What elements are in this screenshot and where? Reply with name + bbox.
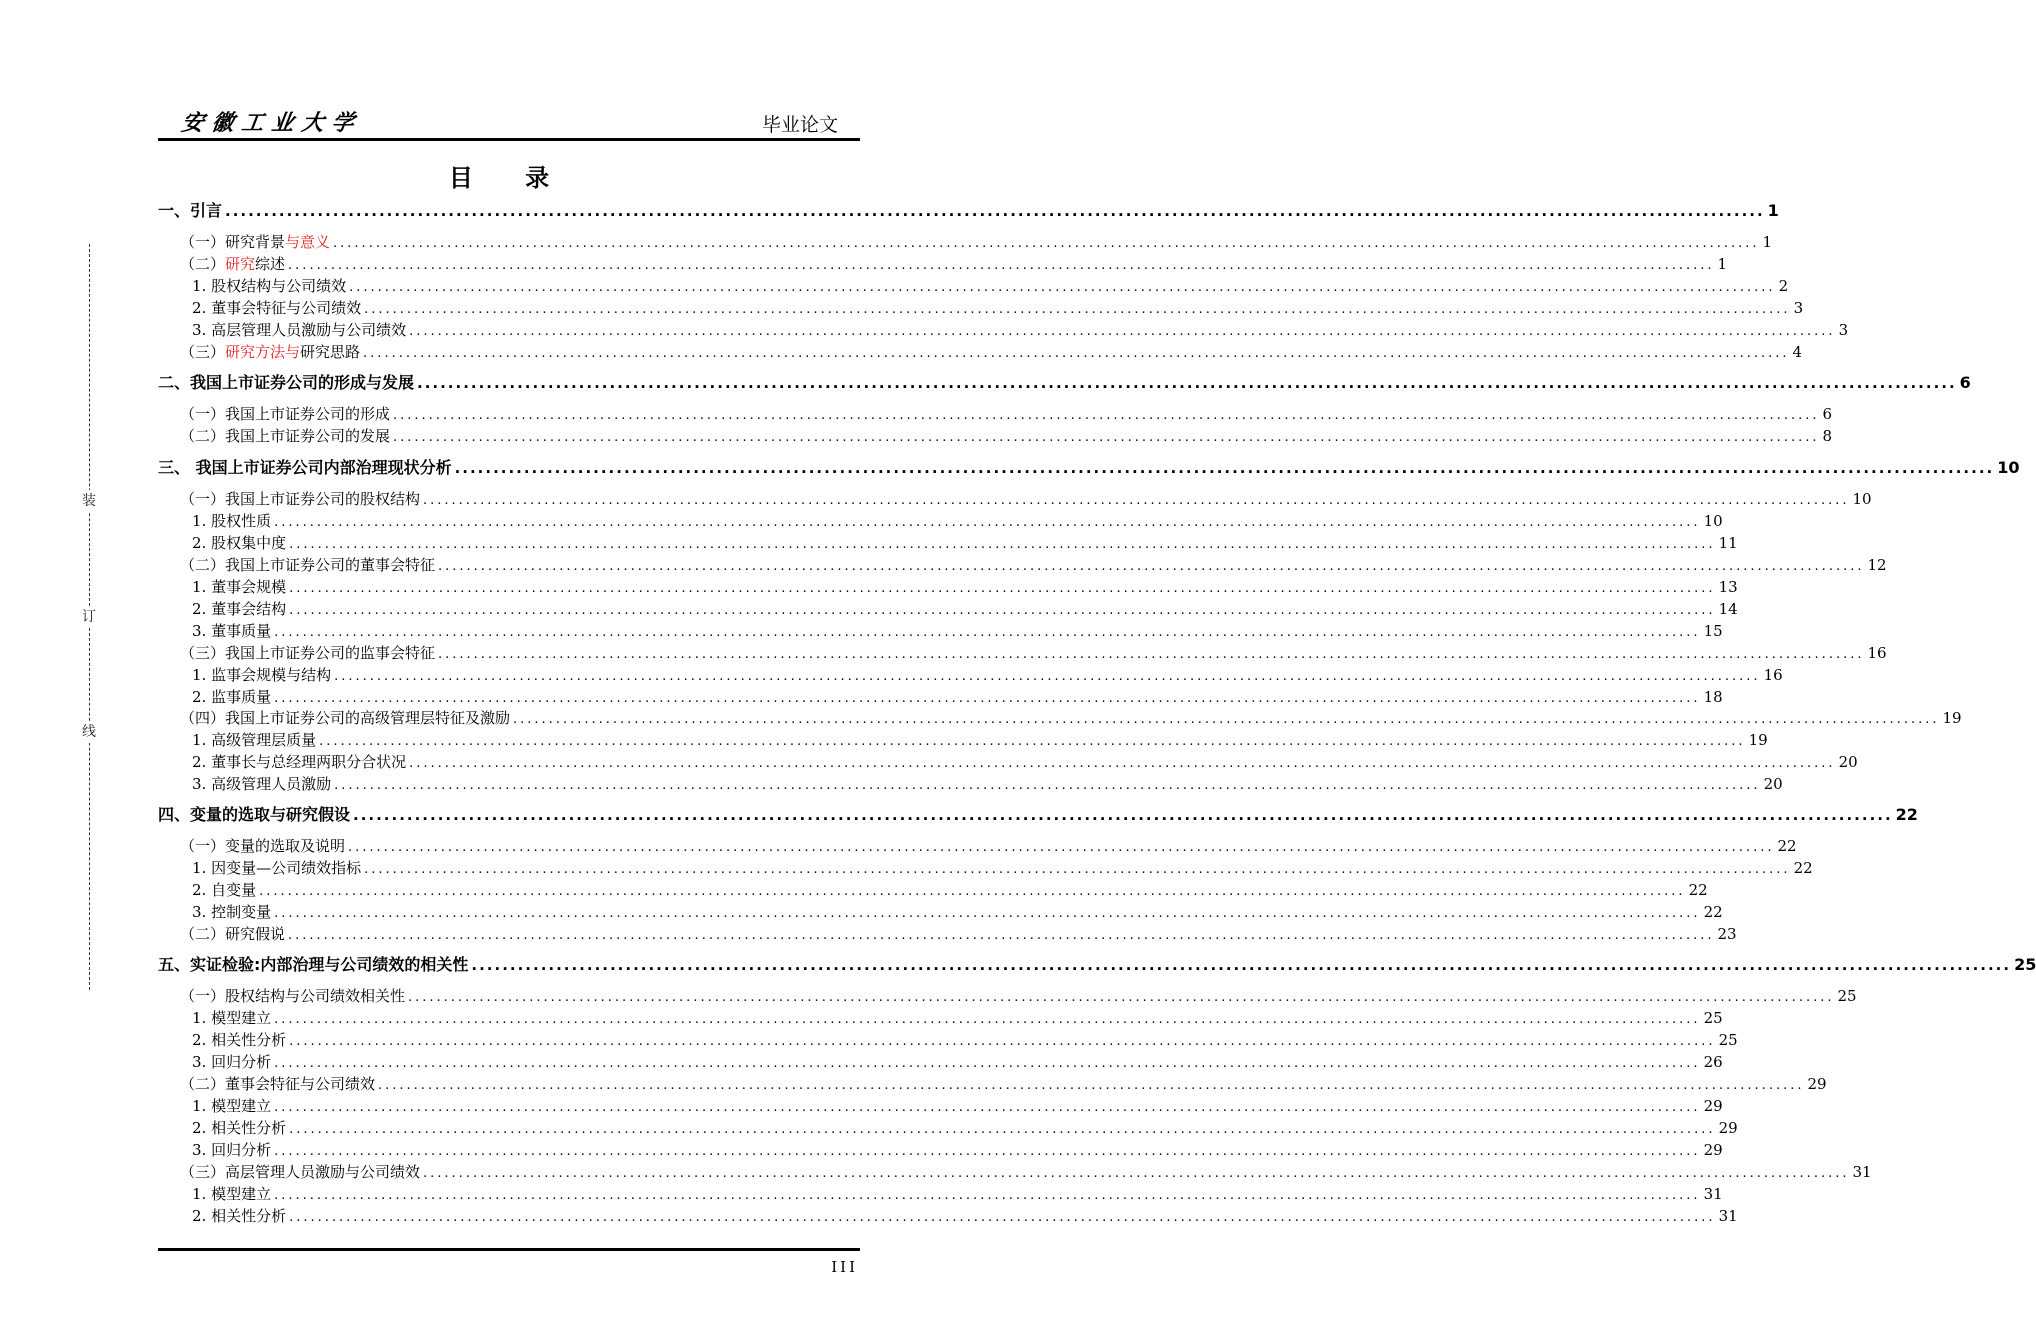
toc-dot-leader: ........................................................................................................................................................................................................: [289, 1210, 1716, 1225]
toc-dot-leader: ........................................................................................................................................................................................................: [289, 1122, 1716, 1137]
toc-dot-leader: ........................................................................................................................................................................................................: [225, 202, 1765, 220]
toc-dot-leader: ........................................................................................................................................................................................................: [274, 1188, 1701, 1203]
toc-page-number: 22: [1793, 859, 1813, 877]
toc-entry-16[interactable]: [158, 576, 1738, 598]
binding-char-zhuang: 装: [79, 490, 99, 512]
toc-entry-title: [158, 275, 346, 297]
toc-title-segment: （三）: [180, 343, 226, 361]
toc-entry-title: [158, 576, 286, 598]
toc-entry-title: [158, 1051, 271, 1073]
toc-page-number: 8: [1822, 427, 1833, 445]
toc-dot-leader: ........................................................................................................................................................................................................: [423, 493, 1850, 508]
toc-page-number: 25: [1718, 1031, 1738, 1049]
toc-title-segment: 3. 回归分析: [192, 1141, 272, 1159]
toc-dot-leader: ........................................................................................................................................................................................................: [438, 559, 1865, 574]
toc-dot-leader: ........................................................................................................................................................................................................: [513, 712, 1940, 727]
toc-dot-leader: ........................................................................................................................................................................................................: [417, 374, 1957, 392]
toc-entry-title: [158, 297, 361, 319]
toc-entry-9[interactable]: [158, 403, 1833, 425]
toc-entry-12[interactable]: [158, 488, 1872, 510]
toc-page-number: 6: [1822, 405, 1833, 423]
toc-page-number: 29: [1703, 1097, 1723, 1115]
toc-entry-title: [158, 598, 286, 620]
header-rule: [158, 138, 860, 141]
toc-entry-32[interactable]: [158, 954, 2036, 976]
toc-entry-35[interactable]: [158, 1029, 1738, 1051]
toc-page-number: 22: [1777, 837, 1797, 855]
toc-entry-title: [158, 403, 390, 425]
toc-entry-title: [158, 510, 271, 532]
toc-dot-leader: ........................................................................................................................................................................................................: [274, 1144, 1701, 1159]
toc-dot-leader: ........................................................................................................................................................................................................: [409, 756, 1836, 771]
toc-title-segment: （一）变量的选取及说明: [180, 837, 346, 855]
toc-entry-22[interactable]: [158, 707, 1962, 729]
toc-entry-1[interactable]: [158, 200, 1779, 222]
toc-title-segment-highlighted: 研究: [225, 255, 256, 273]
toc-entry-29[interactable]: [158, 879, 1708, 901]
toc-entry-40[interactable]: [158, 1139, 1723, 1161]
toc-dot-leader: ........................................................................................................................................................................................................: [353, 806, 1893, 824]
toc-entry-42[interactable]: [158, 1183, 1723, 1205]
toc-title-segment: （一）研究背景: [180, 233, 286, 251]
toc-title-segment: 1. 因变量—公司绩效指标: [192, 859, 362, 877]
toc-page-number: 16: [1763, 666, 1783, 684]
toc-dot-leader: ........................................................................................................................................................................................................: [393, 430, 1820, 445]
toc-page-number: 20: [1763, 775, 1783, 793]
toc-entry-37[interactable]: [158, 1073, 1827, 1095]
binding-char-ding: 订: [79, 606, 99, 628]
toc-entry-title: [158, 319, 406, 341]
toc-title-segment: 三、 我国上市证券公司内部治理现状分析: [158, 458, 452, 477]
toc-entry-17[interactable]: [158, 598, 1738, 620]
toc-entry-25[interactable]: [158, 773, 1783, 795]
toc-title-segment: 2. 董事长与总经理两职分合状况: [192, 753, 407, 771]
school-name-logo: 安徽工业大学: [179, 110, 364, 136]
toc-entry-title: [158, 200, 222, 222]
toc-page-number: 29: [1807, 1075, 1827, 1093]
toc-title-segment: 2. 相关性分析: [192, 1207, 287, 1225]
toc-title-segment: 3. 控制变量: [192, 903, 272, 921]
toc-dot-leader: ........................................................................................................................................................................................................: [319, 734, 1746, 749]
toc-title-segment: 1. 高级管理层质量: [192, 731, 317, 749]
toc-page-number: 2: [1778, 277, 1789, 295]
toc-entry-20[interactable]: [158, 664, 1783, 686]
toc-entry-21[interactable]: [158, 686, 1723, 708]
toc-entry-13[interactable]: [158, 510, 1723, 532]
toc-title-segment: 一、引言: [158, 201, 223, 220]
toc-title-segment: （二）我国上市证券公司的董事会特征: [180, 556, 436, 574]
toc-entry-33[interactable]: [158, 985, 1857, 1007]
toc-entry-2[interactable]: [158, 231, 1773, 253]
toc-entry-19[interactable]: [158, 642, 1887, 664]
toc-dot-leader: ........................................................................................................................................................................................................: [408, 990, 1835, 1005]
toc-entry-41[interactable]: [158, 1161, 1872, 1183]
toc-dot-leader: ........................................................................................................................................................................................................: [289, 581, 1716, 596]
toc-entry-title: [158, 835, 345, 857]
toc-entry-title: [158, 1007, 271, 1029]
toc-dot-leader: ........................................................................................................................................................................................................: [334, 669, 1761, 684]
toc-entry-24[interactable]: [158, 751, 1858, 773]
toc-title-segment: 1. 模型建立: [192, 1009, 272, 1027]
toc-page-number: 10: [1703, 512, 1723, 530]
toc-entry-title: [158, 729, 316, 751]
toc-entry-title: [158, 372, 414, 394]
toc-title-segment: （四）我国上市证券公司的高级管理层特征及激励: [180, 709, 511, 727]
toc-title-segment: 3. 回归分析: [192, 1053, 272, 1071]
toc-entry-title: [158, 954, 468, 976]
toc-entry-38[interactable]: [158, 1095, 1723, 1117]
toc-entry-title: [158, 231, 330, 253]
toc-page-number: 12: [1867, 556, 1887, 574]
toc-entry-30[interactable]: [158, 901, 1723, 923]
toc-page-number: 4: [1792, 343, 1803, 361]
toc-dot-leader: ........................................................................................................................................................................................................: [393, 408, 1820, 423]
toc-entry-10[interactable]: [158, 425, 1833, 447]
toc-entry-39[interactable]: [158, 1117, 1738, 1139]
document-type-label: 毕业论文: [761, 114, 838, 136]
toc-page-number: 1: [1717, 255, 1728, 273]
toc-title-segment: 五、实证检验:内部治理与公司绩效的相关性: [158, 955, 469, 974]
toc-dot-leader: ........................................................................................................................................................................................................: [348, 840, 1775, 855]
toc-title-segment: 3. 高级管理人员激励: [192, 775, 332, 793]
toc-page-number: 14: [1718, 600, 1738, 618]
footer-rule: [158, 1248, 860, 1251]
toc-title-segment: 2. 相关性分析: [192, 1031, 287, 1049]
toc-entry-7[interactable]: [158, 341, 1803, 363]
toc-entry-34[interactable]: [158, 1007, 1723, 1029]
toc-entry-title: [158, 1029, 286, 1051]
toc-entry-title: [158, 1095, 271, 1117]
toc-entry-title: [158, 488, 420, 510]
toc-page-number: 22: [1688, 881, 1708, 899]
toc-entry-title: [158, 751, 406, 773]
toc-page-number: 11: [1718, 534, 1738, 552]
toc-page-number: 13: [1718, 578, 1738, 596]
toc-entry-5[interactable]: [158, 297, 1804, 319]
toc-dot-leader: ........................................................................................................................................................................................................: [274, 1100, 1701, 1115]
toc-page-number: 25: [1703, 1009, 1723, 1027]
toc-title-segment: （二）: [180, 255, 226, 273]
toc-page-number: 1: [1762, 233, 1773, 251]
toc-entry-title: [158, 620, 271, 642]
toc-entry-14[interactable]: [158, 532, 1738, 554]
toc-title-segment: （一）我国上市证券公司的股权结构: [180, 490, 421, 508]
toc-dot-leader: ........................................................................................................................................................................................................: [334, 778, 1761, 793]
toc-page-number: 20: [1838, 753, 1858, 771]
toc-page-number: 22: [1703, 903, 1723, 921]
toc-entry-title: [158, 707, 510, 729]
toc-dot-leader: ........................................................................................................................................................................................................: [274, 515, 1701, 530]
toc-page-number: 15: [1703, 622, 1723, 640]
toc-dot-leader: ........................................................................................................................................................................................................: [438, 647, 1865, 662]
toc-page-number: 16: [1867, 644, 1887, 662]
toc-page-number: 22: [1895, 805, 1918, 824]
toc-title: 目 录: [448, 164, 572, 192]
toc-entry-title: [158, 341, 360, 363]
toc-entry-3[interactable]: [158, 253, 1728, 275]
toc-page-number: 25: [1837, 987, 1857, 1005]
toc-entry-title: [158, 1139, 271, 1161]
toc-entry-title: [158, 425, 390, 447]
toc-title-segment: 综述: [255, 255, 286, 273]
toc-dot-leader: ........................................................................................................................................................................................................: [454, 459, 1995, 477]
toc-entry-title: [158, 985, 405, 1007]
toc-entry-4[interactable]: [158, 275, 1789, 297]
toc-entry-18[interactable]: [158, 620, 1723, 642]
toc-title-segment: （三）我国上市证券公司的监事会特征: [180, 644, 436, 662]
toc-page-number: 3: [1838, 321, 1849, 339]
toc-page-number: 25: [2014, 955, 2036, 974]
toc-entry-title: [158, 1073, 375, 1095]
toc-page-number: 18: [1703, 688, 1723, 706]
binding-margin: [82, 244, 96, 990]
toc-title-segment: 1. 模型建立: [192, 1097, 272, 1115]
toc-dot-leader: ........................................................................................................................................................................................................: [274, 625, 1701, 640]
toc-dot-leader: ........................................................................................................................................................................................................: [274, 1012, 1701, 1027]
toc-dot-leader: ........................................................................................................................................................................................................: [409, 324, 1836, 339]
toc-page-number: 3: [1793, 299, 1804, 317]
toc-entry-title: [158, 1205, 286, 1227]
toc-title-segment: 2. 监事质量: [192, 688, 272, 706]
toc-entry-31[interactable]: [158, 923, 1737, 945]
toc-dot-leader: ........................................................................................................................................................................................................: [289, 603, 1716, 618]
toc-entry-title: [158, 1161, 420, 1183]
toc-entry-title: [158, 879, 256, 901]
toc-dot-leader: ........................................................................................................................................................................................................: [364, 862, 1791, 877]
toc-dot-leader: ........................................................................................................................................................................................................: [288, 928, 1715, 943]
toc-dot-leader: ........................................................................................................................................................................................................: [289, 1034, 1716, 1049]
toc-dot-leader: ........................................................................................................................................................................................................: [274, 1056, 1701, 1071]
toc-dot-leader: ........................................................................................................................................................................................................: [274, 691, 1701, 706]
toc-page-number: 10: [1852, 490, 1872, 508]
toc-dot-leader: ........................................................................................................................................................................................................: [333, 236, 1760, 251]
toc-entry-title: [158, 901, 271, 923]
toc-entry-title: [158, 1117, 286, 1139]
toc-entry-title: [158, 857, 361, 879]
toc-dot-leader: ........................................................................................................................................................................................................: [274, 906, 1701, 921]
toc-page-number: 31: [1718, 1207, 1738, 1225]
toc-title-segment-highlighted: 与意义: [285, 233, 331, 251]
toc-entry-title: [158, 554, 435, 576]
toc-title-segment: 2. 董事会特征与公司绩效: [192, 299, 362, 317]
toc-entry-title: [158, 457, 452, 479]
toc-entry-title: [158, 923, 285, 945]
toc-title-segment: （二）研究假说: [180, 925, 286, 943]
toc-title-segment: （二）董事会特征与公司绩效: [180, 1075, 376, 1093]
toc-title-segment: （二）我国上市证券公司的发展: [180, 427, 391, 445]
toc-dot-leader: ........................................................................................................................................................................................................: [378, 1078, 1805, 1093]
toc-page-number: 23: [1717, 925, 1737, 943]
toc-title-segment: 3. 高层管理人员激励与公司绩效: [192, 321, 407, 339]
toc-title-segment: 2. 股权集中度: [192, 534, 287, 552]
toc-title-segment: 2. 相关性分析: [192, 1119, 287, 1137]
page-number: III: [831, 1258, 858, 1276]
toc-dot-leader: ........................................................................................................................................................................................................: [289, 537, 1716, 552]
toc-title-segment: 2. 董事会结构: [192, 600, 287, 618]
toc-title-segment-highlighted: 研究方法与: [225, 343, 301, 361]
toc-page-number: 31: [1852, 1163, 1872, 1181]
toc-page-number: 29: [1718, 1119, 1738, 1137]
toc-title-segment: 1. 董事会规模: [192, 578, 287, 596]
toc-dot-leader: ........................................................................................................................................................................................................: [288, 258, 1715, 273]
toc-page-number: 31: [1703, 1185, 1723, 1203]
toc-dot-leader: ........................................................................................................................................................................................................: [259, 884, 1686, 899]
toc-title-segment: 3. 董事质量: [192, 622, 272, 640]
toc-page-number: 26: [1703, 1053, 1723, 1071]
toc-title-segment: 研究思路: [300, 343, 361, 361]
toc-title-segment: （一）我国上市证券公司的形成: [180, 405, 391, 423]
toc-dot-leader: ........................................................................................................................................................................................................: [349, 280, 1776, 295]
toc-title-segment: 1. 股权性质: [192, 512, 272, 530]
toc-dot-leader: ........................................................................................................................................................................................................: [423, 1166, 1850, 1181]
toc-entry-6[interactable]: [158, 319, 1849, 341]
toc-page-number: 6: [1959, 373, 1971, 392]
toc-page-number: 10: [1997, 458, 2020, 477]
toc-title-segment: （一）股权结构与公司绩效相关性: [180, 987, 406, 1005]
toc-title-segment: 四、变量的选取与研究假设: [158, 805, 351, 824]
toc-entry-28[interactable]: [158, 857, 1813, 879]
toc-entry-title: [158, 773, 331, 795]
toc-page-number: 19: [1942, 709, 1962, 727]
toc-dot-leader: ........................................................................................................................................................................................................: [363, 346, 1790, 361]
toc-entry-title: [158, 642, 435, 664]
toc-entry-title: [158, 1183, 271, 1205]
toc-entry-15[interactable]: [158, 554, 1887, 576]
toc-title-segment: 二、我国上市证券公司的形成与发展: [158, 373, 415, 392]
toc-dot-leader: ........................................................................................................................................................................................................: [364, 302, 1791, 317]
binding-char-xian: 线: [79, 721, 99, 743]
toc-entry-title: [158, 532, 286, 554]
toc-entry-title: [158, 686, 271, 708]
toc-title-segment: 1. 股权结构与公司绩效: [192, 277, 347, 295]
toc-entry-36[interactable]: [158, 1051, 1723, 1073]
toc-entry-27[interactable]: [158, 835, 1797, 857]
toc-entry-43[interactable]: [158, 1205, 1738, 1227]
toc-entry-23[interactable]: [158, 729, 1768, 751]
toc-entry-title: [158, 804, 350, 826]
toc-title-segment: （三）高层管理人员激励与公司绩效: [180, 1163, 421, 1181]
toc-title-segment: 2. 自变量: [192, 881, 257, 899]
toc-title-segment: 1. 监事会规模与结构: [192, 666, 332, 684]
toc-entry-title: [158, 253, 285, 275]
toc-page-number: 29: [1703, 1141, 1723, 1159]
toc-page-number: 19: [1748, 731, 1768, 749]
toc-dot-leader: ........................................................................................................................................................................................................: [471, 956, 2012, 974]
toc-title-segment: 1. 模型建立: [192, 1185, 272, 1203]
toc-entry-8[interactable]: [158, 372, 1971, 394]
toc-entry-26[interactable]: [158, 804, 1918, 826]
toc-page-number: 1: [1767, 201, 1779, 220]
toc-entry-11[interactable]: [158, 457, 2020, 479]
toc-entry-title: [158, 664, 331, 686]
